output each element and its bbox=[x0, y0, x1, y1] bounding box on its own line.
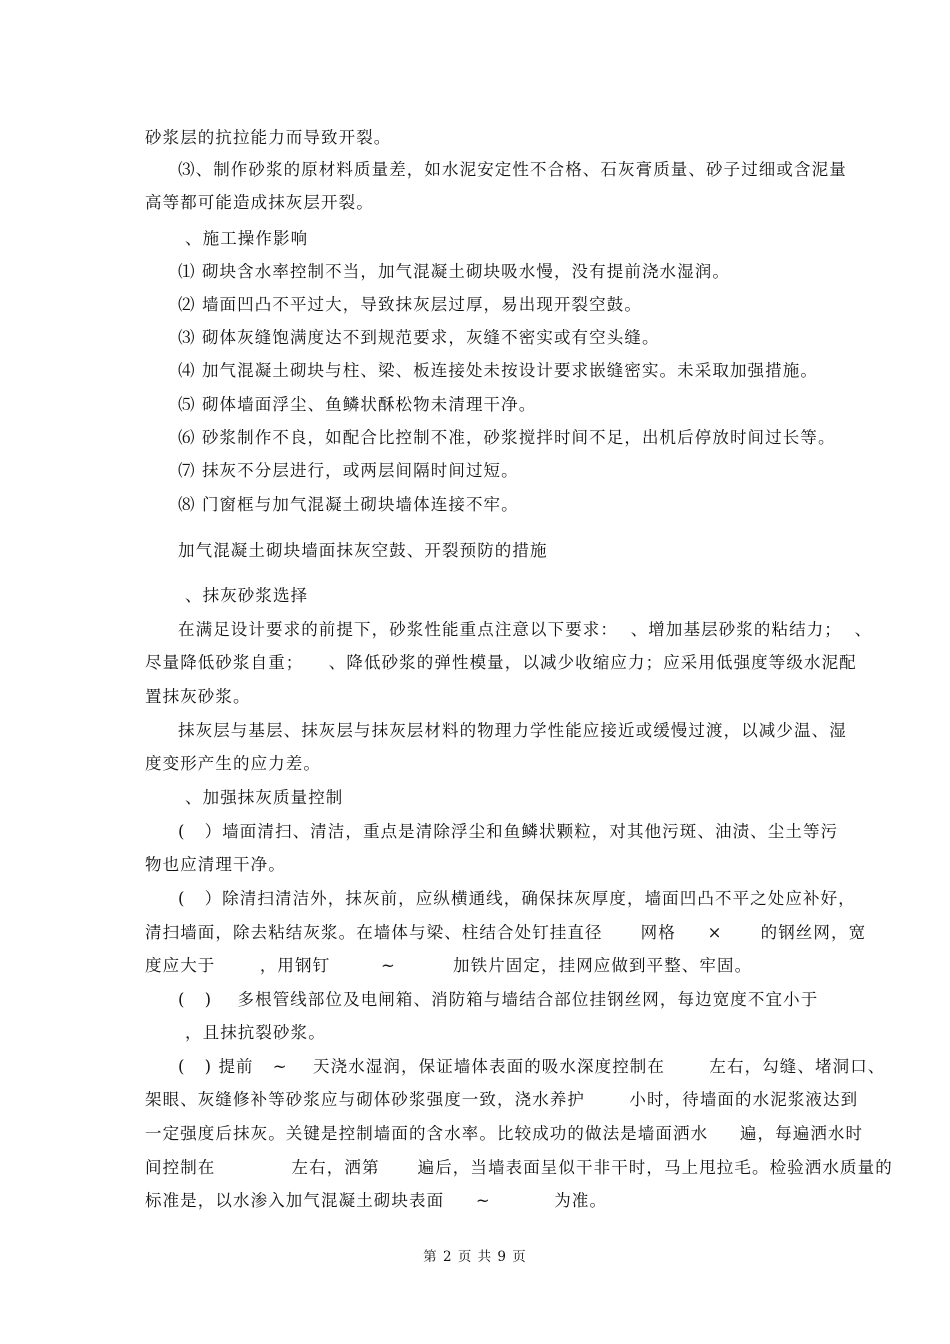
text-line: 度变形产生的应力差。 bbox=[145, 754, 321, 773]
page-number-footer: 第 2 页 共 9 页 bbox=[423, 1249, 527, 1265]
section-heading: 、抹灰砂浆选择 bbox=[185, 586, 309, 605]
text-line: 置抹灰砂浆。 bbox=[145, 687, 251, 706]
text-line: 间控制在 左右，洒第 遍后，当墙表面呈似干非干时，马上甩拉毛。检验洒水质量的 bbox=[145, 1158, 893, 1177]
text-line: 在满足设计要求的前提下，砂浆性能重点注意以下要求： 、增加基层砂浆的粘结力； 、 bbox=[178, 620, 873, 639]
text-line: ( ) 提前 ~ 天浇水湿润，保证墙体表面的吸水深度控制在 左右，勾缝、堵洞口、 bbox=[178, 1057, 886, 1076]
text-line: 标准是，以水渗入加气混凝土砌块表面 ~ 为准。 bbox=[145, 1191, 608, 1210]
text-line: ( ）除清扫清洁外，抹灰前，应纵横通线，确保抹灰厚度，墙面凹凸不平之处应补好， bbox=[178, 889, 856, 908]
section-heading: 、加强抹灰质量控制 bbox=[185, 788, 344, 807]
text-line: 尽量降低砂浆自重； 、降低砂浆的弹性模量，以减少收缩应力；应采用低强度等级水泥配 bbox=[145, 653, 857, 672]
text-line: ，且抹抗裂砂浆。 bbox=[185, 1023, 326, 1042]
section-heading: 、施工操作影响 bbox=[185, 229, 309, 248]
text-line: ⑶、制作砂浆的原材料质量差，如水泥安定性不合格、石灰膏质量、砂子过细或含泥量 bbox=[178, 160, 847, 179]
section-title: 加气混凝土砌块墙面抹灰空鼓、开裂预防的措施 bbox=[178, 541, 548, 560]
text-line: ⑷ 加气混凝土砌块与柱、梁、板连接处未按设计要求嵌缝密实。未采取加强措施。 bbox=[178, 361, 818, 380]
text-line: 架眼、灰缝修补等砂浆应与砌体砂浆强度一致，浇水养护 小时，待墙面的水泥浆液达到 bbox=[145, 1090, 859, 1109]
text-line: ( ) 多根管线部位及电闸箱、消防箱与墙结合部位挂钢丝网，每边宽度不宜小于 bbox=[178, 990, 819, 1009]
text-line: ⑵ 墙面凹凸不平过大，导致抹灰层过厚，易出现开裂空鼓。 bbox=[178, 295, 642, 314]
text-line: ⑸ 砌体墙面浮尘、鱼鳞状酥松物未清理干净。 bbox=[178, 395, 537, 414]
text-line: ⑺ 抹灰不分层进行，或两层间隔时间过短。 bbox=[178, 461, 519, 480]
text-line: 清扫墙面，除去粘结灰浆。在墙体与梁、柱结合处钉挂直径 网格 × 的钢丝网，宽 bbox=[145, 923, 867, 942]
text-line: 一定强度后抹灰。关键是控制墙面的含水率。比较成功的做法是墙面洒水 遍，每遍洒水时 bbox=[145, 1124, 864, 1143]
text-line: 度应大于 ，用钢钉 ~ 加铁片固定，挂网应做到平整、牢固。 bbox=[145, 956, 753, 975]
text-line: 物也应清理干净。 bbox=[145, 855, 286, 874]
text-line: 高等都可能造成抹灰层开裂。 bbox=[145, 193, 374, 212]
text-line: ⑹ 砂浆制作不良，如配合比控制不准，砂浆搅拌时间不足，出机后停放时间过长等。 bbox=[178, 428, 836, 447]
text-line: ( ）墙面清扫、清洁，重点是清除浮尘和鱼鳞状颗粒，对其他污斑、油渍、尘土等污 bbox=[178, 822, 839, 841]
text-line: 抹灰层与基层、抹灰层与抹灰层材料的物理力学性能应接近或缓慢过渡，以减少温、湿 bbox=[178, 721, 847, 740]
text-line: ⑻ 门窗框与加气混凝土砌块墙体连接不牢。 bbox=[178, 495, 519, 514]
text-line: ⑴ 砌块含水率控制不当，加气混凝土砌块吸水慢，没有提前浇水湿润。 bbox=[178, 262, 730, 281]
text-line: ⑶ 砌体灰缝饱满度达不到规范要求，灰缝不密实或有空头缝。 bbox=[178, 328, 660, 347]
text-line: 砂浆层的抗拉能力而导致开裂。 bbox=[145, 128, 392, 147]
